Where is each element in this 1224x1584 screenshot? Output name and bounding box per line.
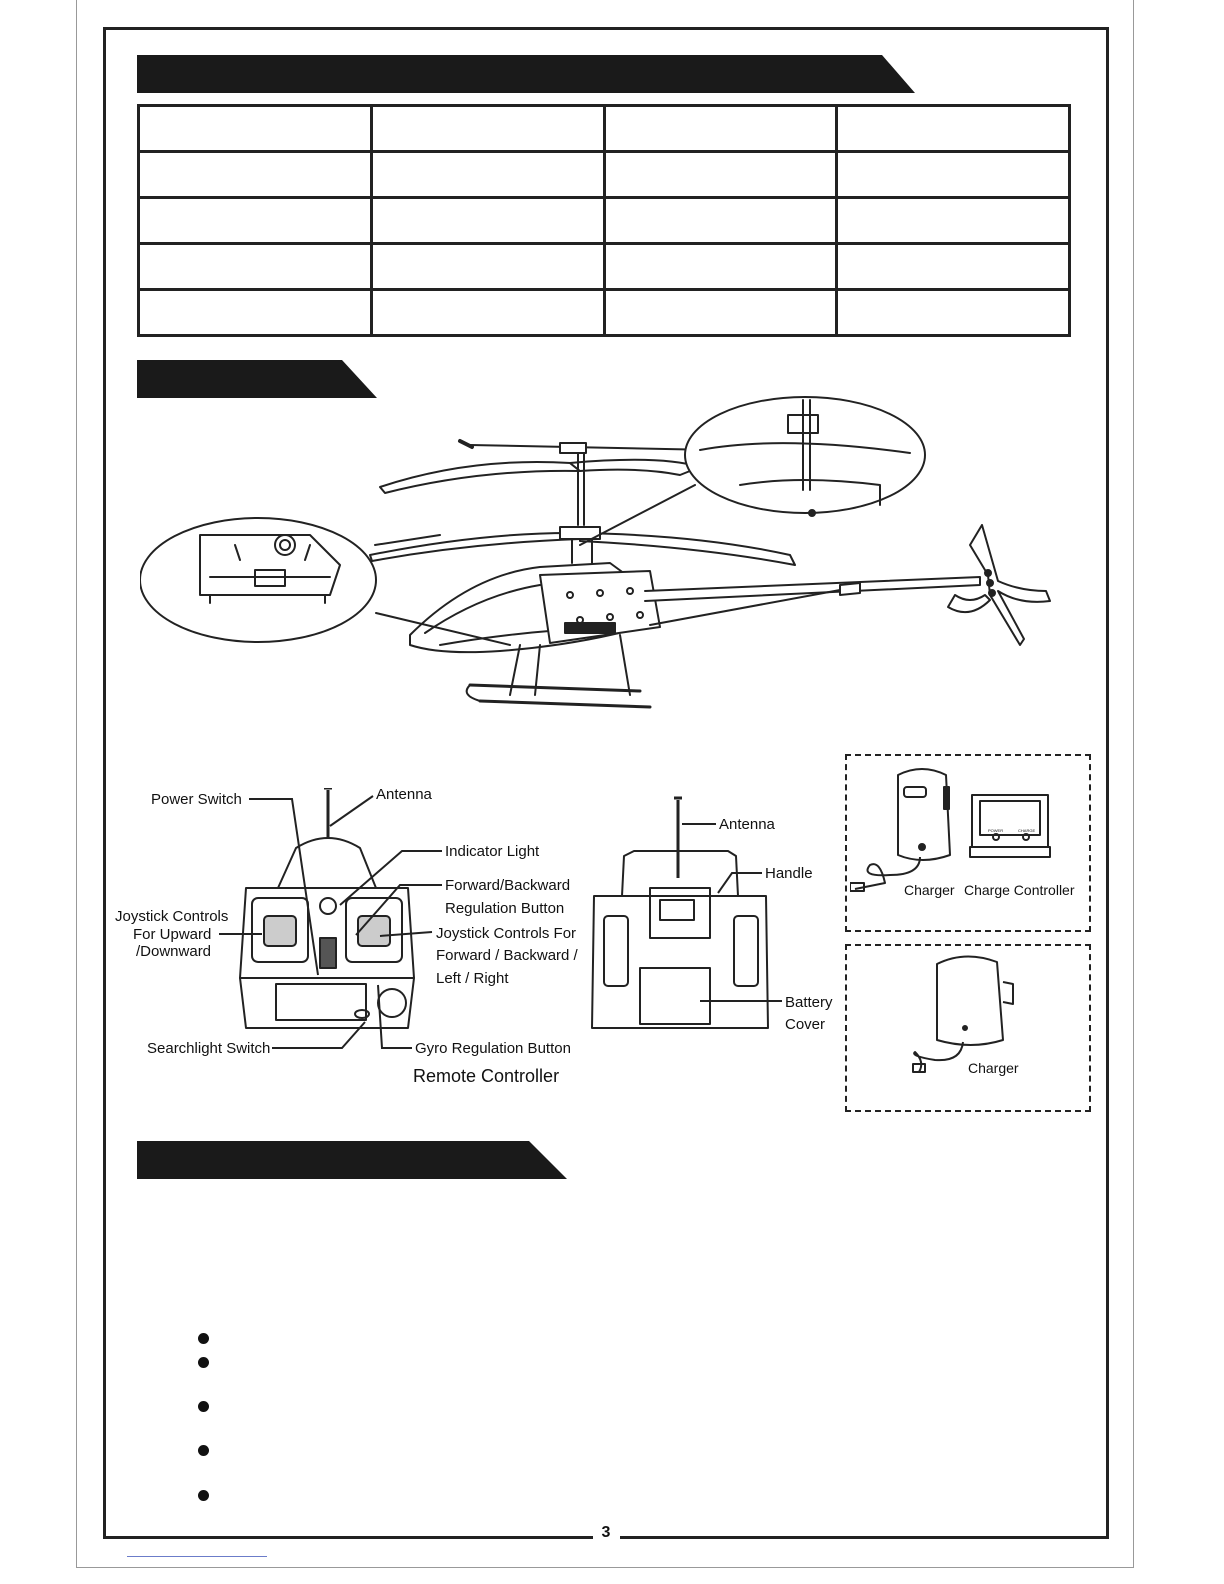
caption-remote-controller: Remote Controller	[413, 1066, 560, 1086]
label-battery-cover-2: Cover	[785, 1016, 826, 1033]
label-searchlight-switch: Searchlight Switch	[147, 1040, 271, 1057]
label-joystick-left-1: Joystick Controls	[115, 908, 229, 925]
charge-mark: CHARGE	[1018, 828, 1036, 833]
label-battery-cover-1: Battery	[785, 994, 833, 1011]
label-indicator-light: Indicator Light	[445, 843, 540, 860]
bullet-5	[198, 1490, 209, 1501]
label-handle: Handle	[765, 865, 813, 882]
label-joystick-right-2: Forward / Backward /	[436, 947, 578, 964]
bullet-1	[198, 1333, 209, 1344]
bullet-4	[198, 1445, 209, 1456]
bullet-2	[198, 1357, 209, 1368]
label-joystick-left-2: For Upward	[133, 926, 212, 943]
label-fwd-bwd-regulation-1: Forward/Backward	[445, 877, 571, 894]
page-number: 3	[596, 1524, 616, 1542]
label-joystick-left-3: /Downward	[136, 943, 212, 960]
power-mark: POWER	[988, 828, 1004, 833]
label-charger-1: Charger	[904, 882, 955, 898]
label-antenna-back: Antenna	[719, 816, 775, 833]
label-joystick-right-3: Left / Right	[436, 970, 509, 987]
label-charger-2: Charger	[968, 1060, 1019, 1076]
label-charge-controller: Charge Controller	[964, 882, 1075, 898]
bullet-3	[198, 1401, 209, 1412]
label-antenna-front: Antenna	[376, 786, 432, 803]
label-fwd-bwd-regulation-2: Regulation Button	[445, 900, 565, 917]
charger-with-controller-illustration	[850, 765, 1086, 895]
label-gyro-regulation-button: Gyro Regulation Button	[415, 1040, 571, 1057]
label-power-switch: Power Switch	[151, 791, 242, 808]
label-joystick-right-1: Joystick Controls For	[436, 925, 577, 942]
